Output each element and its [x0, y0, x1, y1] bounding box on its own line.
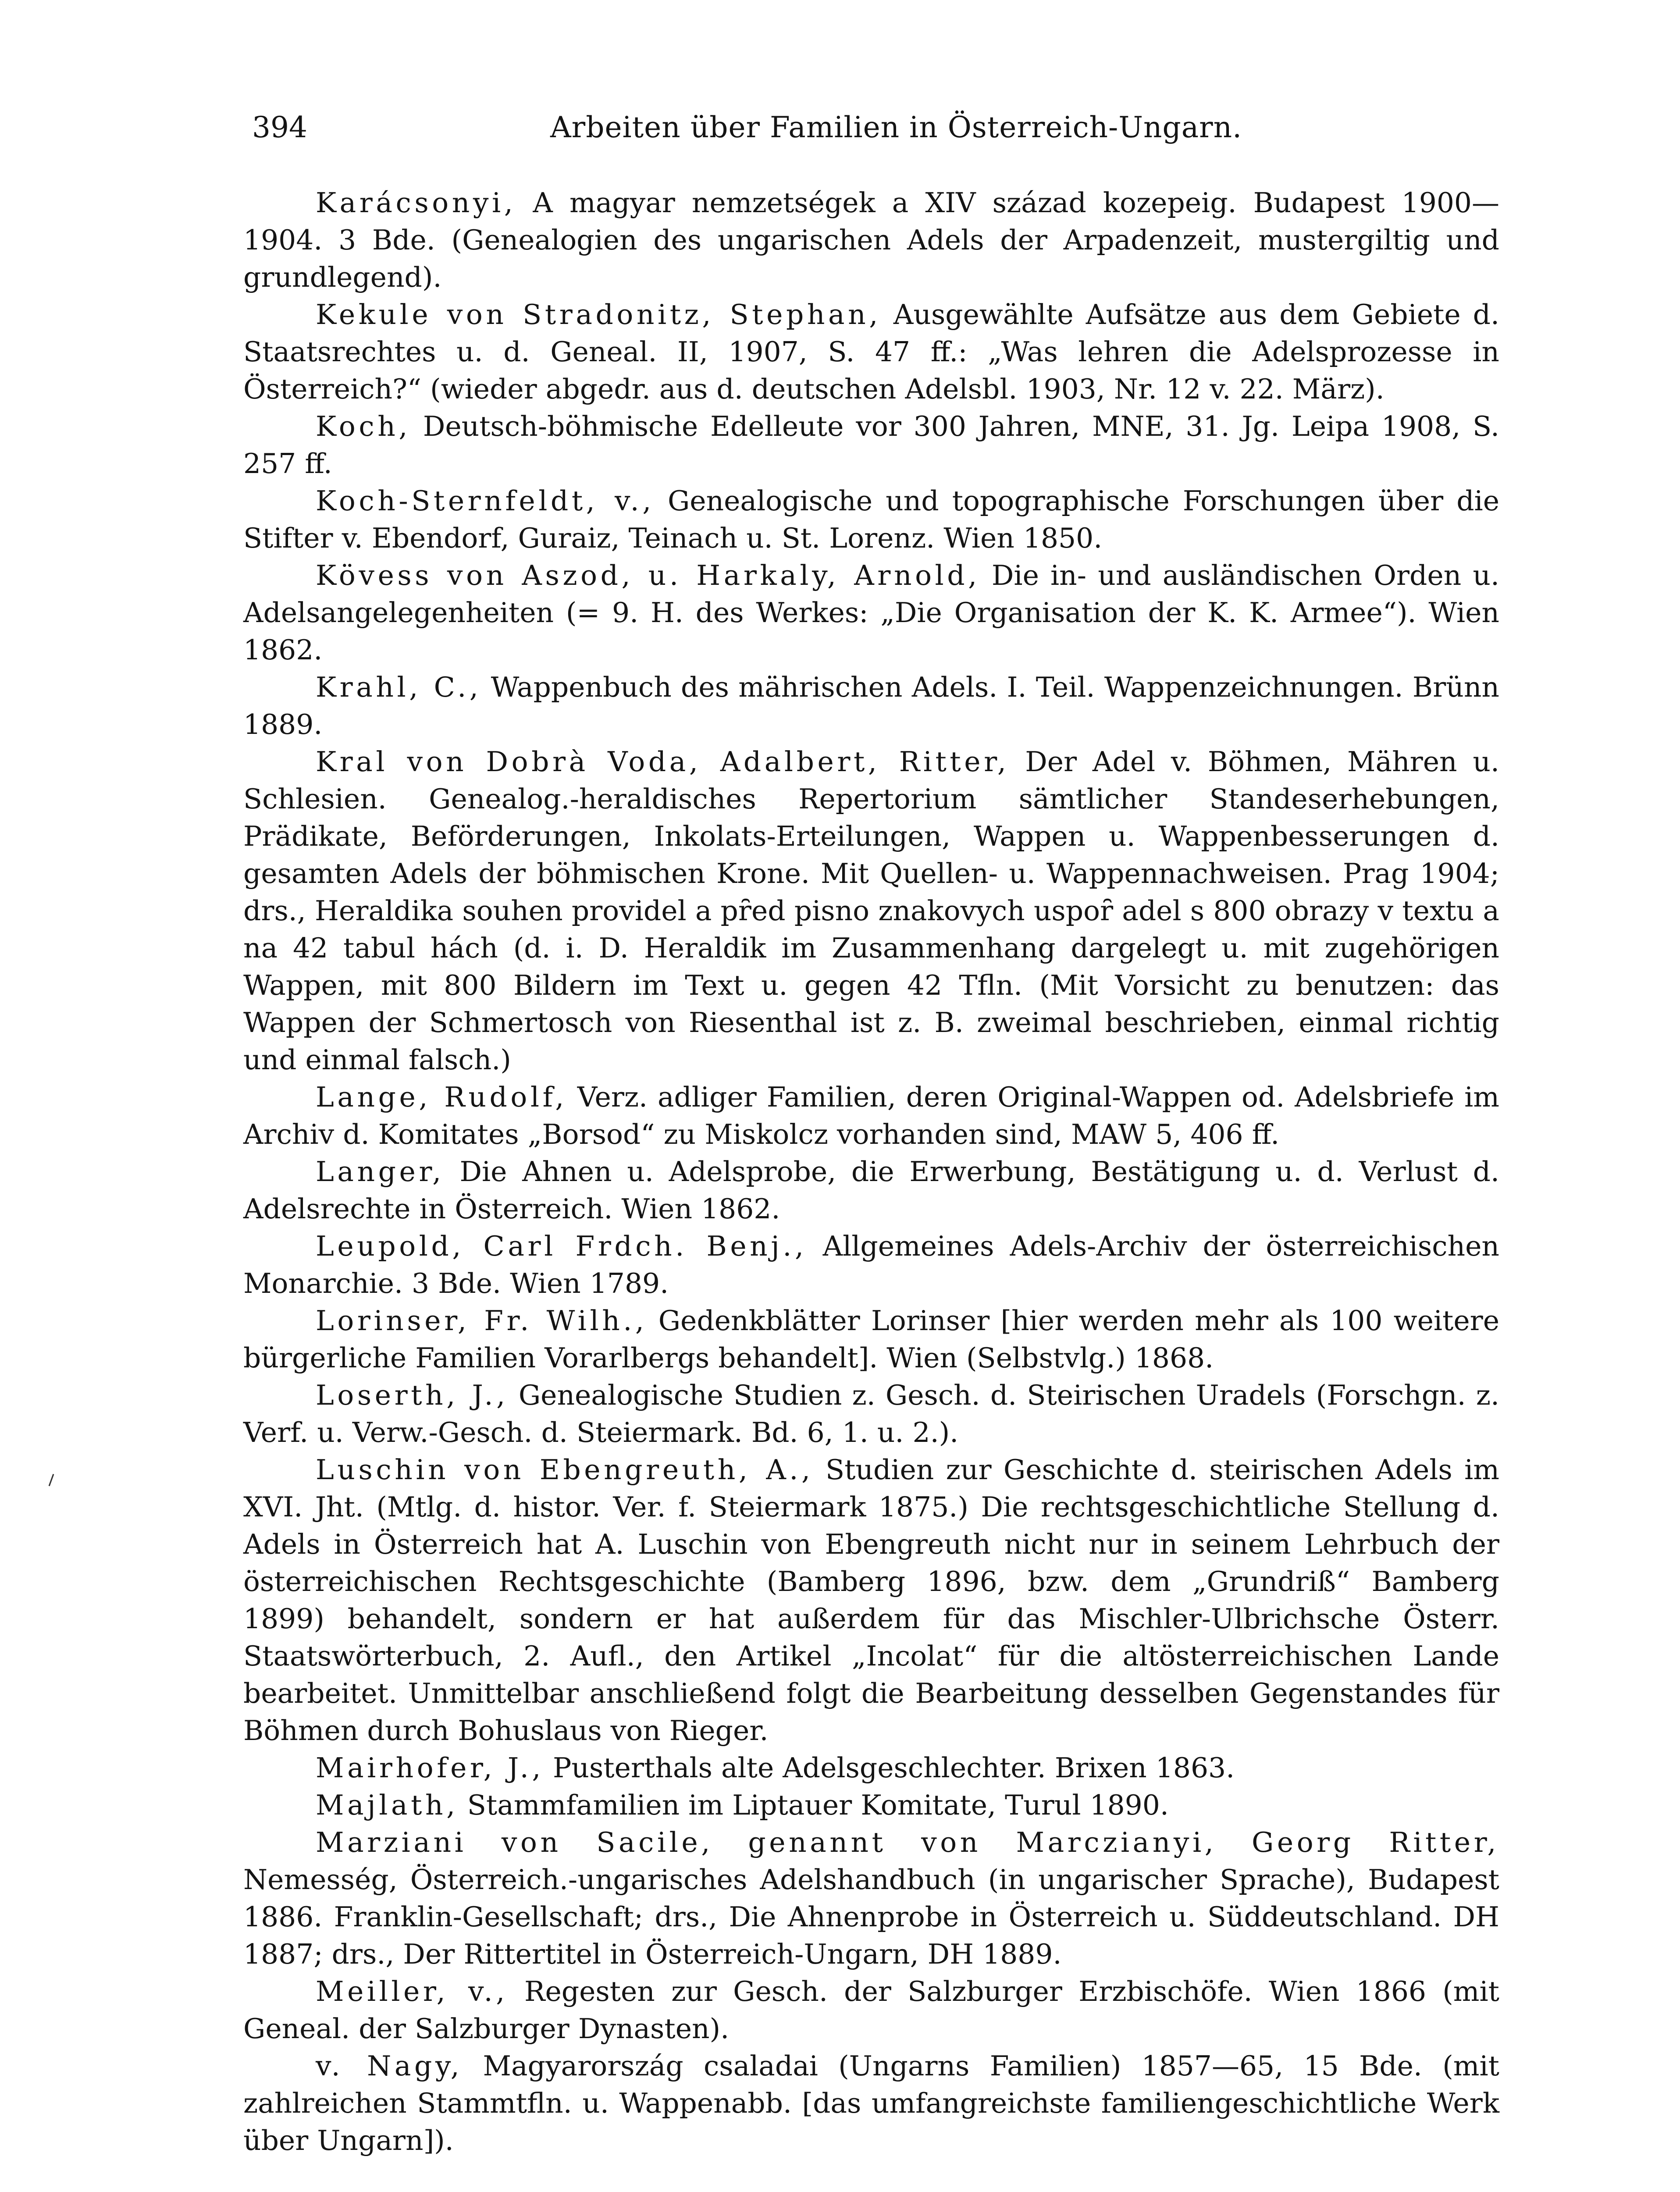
entry-text: Pusterthals alte Adelsgeschlechter. Brixen 1863. — [552, 1752, 1235, 1784]
entry-text: Allgemeines Adels-Archiv der österreichischen Monarchie. 3 Bde. Wien 1789. — [243, 1230, 1499, 1299]
entry-author: Lange, Rudolf, — [316, 1081, 567, 1113]
entry-text: A magyar nemzetségek a XIV század kozepeig. Budapest 1900—1904. 3 Bde. (Genealogien des ungarischen Adels der Arpadenzeit, mustergiltig und grundlegend). — [243, 187, 1500, 293]
bibliography-entry — [243, 1824, 1499, 1973]
entry-text: Magyarország csaladai (Ungarns Familien) 1857—65, 15 Bde. (mit zahlreichen Stammtfln. u. Wappenabb. [das umfangreichste familiengeschichtliche Werk über Ungarn]). — [243, 2050, 1500, 2156]
bibliography-entries — [243, 184, 1499, 2159]
entry-author: Lorinser, Fr. Wilh., — [316, 1305, 648, 1337]
bibliography-entry — [243, 408, 1499, 482]
bibliography-entry — [243, 296, 1499, 408]
bibliography-entry — [243, 1377, 1499, 1451]
entry-text: Genealogische Studien z. Gesch. d. Steirischen Uradels (Forschgn. z. Verf. u. Verw.-Gesch. d. Steiermark. Bd. 6, 1. u. 2.). — [243, 1379, 1500, 1448]
bibliography-entry — [243, 2047, 1499, 2159]
bibliography-entry — [243, 1973, 1499, 2047]
bibliography-entry — [243, 1786, 1499, 1824]
entry-author: Majlath, — [316, 1789, 459, 1821]
entry-text: Wappenbuch des mährischen Adels. I. Teil. Wappenzeichnungen. Brünn 1889. — [243, 671, 1499, 740]
entry-author: Krahl, C., — [316, 671, 482, 703]
entry-author: Kövess von Aszod, u. Harkaly, Arnold, — [316, 559, 980, 591]
bibliography-entry — [243, 1078, 1499, 1153]
bibliography-entry — [243, 743, 1499, 1078]
margin-pencil-mark: ⸝ — [36, 1458, 61, 1491]
entry-text: Genealogische und topographische Forschungen über die Stifter v. Ebendorf, Guraiz, Teinach u. St. Lorenz. Wien 1850. — [243, 485, 1499, 554]
bibliography-entry — [243, 482, 1499, 557]
entry-author: Koch-Sternfeldt, v., — [316, 485, 655, 517]
entry-text: Regesten zur Gesch. der Salzburger Erzbischöfe. Wien 1866 (mit Geneal. der Salzburger Dynasten). — [243, 1975, 1499, 2045]
bibliography-entry — [243, 1228, 1499, 1302]
bibliography-entry — [243, 1302, 1499, 1377]
entry-author: Marziani von Sacile, genannt von Marczianyi, Georg Ritter, — [316, 1826, 1499, 1858]
entry-text: Der Adel v. Böhmen, Mähren u. Schlesien. Genealog.-heraldisches Repertorium sämtlicher Standeserhebungen, Prädikate, Beförderungen, Inkolats-Erteilungen, Wappen u. Wappenbesserungen d. gesamten Adels der böhmischen Krone. Mit Quellen- u. Wappennachweisen. Prag 1904; drs., Heraldika souhen providel a pȓed pisno znakovych uspoȓ adel s 800 obrazy v textu a na 42 tabul hách (d. i. D. Heraldik im Zusammenhang dargelegt u. mit zugehörigen Wappen, mit 800 Bildern im Text u. gegen 42 Tfln. (Mit Vorsicht zu benutzen: das Wappen der Schmertosch von Riesenthal ist z. B. zweimal beschrieben, einmal richtig und einmal falsch.) — [243, 746, 1500, 1076]
entry-author: Karácsonyi, — [316, 187, 516, 219]
entry-text: Studien zur Geschichte d. steirischen Adels im XVI. Jht. (Mtlg. d. histor. Ver. f. Steiermark 1875.) Die rechtsgeschichtliche Stellung d. Adels in Österreich hat A. Luschin von Ebengreuth nicht nur in seinem Lehrbuch der österreichischen Rechtsgeschichte (Bamberg 1896, bzw. dem „Grundriß“ Bamberg 1899) behandelt, sondern er hat außerdem für das Mischler-Ulbrichsche Österr. Staatswörterbuch, 2. Aufl., den Artikel „Incolat“ für die altösterreichischen Lande bearbeitet. Unmittelbar anschließend folgt die Bearbeitung desselben Gegenstandes für Böhmen durch Bohuslaus von Rieger. — [243, 1454, 1499, 1747]
running-title: Arbeiten über Familien in Österreich-Ungarn. — [550, 110, 1242, 144]
bibliography-entry — [243, 1749, 1499, 1786]
book-page — [243, 105, 1499, 2159]
entry-author: v. Nagy, — [316, 2050, 463, 2082]
entry-author: Koch, — [316, 410, 411, 442]
bibliography-entry — [243, 1451, 1499, 1749]
entry-author: Leupold, Carl Frdch. Benj., — [316, 1230, 807, 1262]
entry-author: Mairhofer, J., — [316, 1752, 544, 1784]
entry-author: Luschin von Ebengreuth, A., — [316, 1454, 814, 1486]
bibliography-entry — [243, 1153, 1499, 1228]
entry-text: Verz. adliger Familien, deren Original-Wappen od. Adelsbriefe im Archiv d. Komitates „Borsod“ zu Miskolcz vorhanden sind, MAW 5, 406 ff. — [243, 1081, 1499, 1150]
bibliography-entry — [243, 669, 1499, 743]
bibliography-entry — [243, 184, 1499, 296]
bibliography-entry — [243, 557, 1499, 669]
page-header — [243, 105, 1499, 153]
entry-author: Langer, — [316, 1156, 445, 1188]
entry-author: Kekule von Stradonitz, Stephan, — [316, 299, 881, 331]
entry-author: Meiller, v., — [316, 1975, 508, 2007]
entry-text: Stammfamilien im Liptauer Komitate, Turul 1890. — [467, 1789, 1169, 1821]
entry-text: Gedenkblätter Lorinser [hier werden mehr als 100 weitere bürgerliche Familien Vorarlbergs behandelt]. Wien (Selbstvlg.) 1868. — [243, 1305, 1500, 1374]
entry-author: Loserth, J., — [316, 1379, 509, 1411]
entry-text: Ausgewählte Aufsätze aus dem Gebiete d. Staatsrechtes u. d. Geneal. II, 1907, S. 47 ff.: „Was lehren die Adelsprozesse in Österreich?“ (wieder abgedr. aus d. deutschen Adelsbl. 1903, Nr. 12 v. 22. März). — [243, 299, 1499, 405]
entry-text: Die Ahnen u. Adelsprobe, die Erwerbung, Bestätigung u. d. Verlust d. Adelsrechte in Österreich. Wien 1862. — [243, 1156, 1500, 1225]
page-number: 394 — [252, 110, 307, 144]
entry-text: Die in- und ausländischen Orden u. Adelsangelegenheiten (= 9. H. des Werkes: „Die Organisation der K. K. Armee“). Wien 1862. — [243, 559, 1499, 666]
entry-author: Kral von Dobrà Voda, Adalbert, Ritter, — [316, 746, 1010, 778]
entry-text: Nemesség, Österreich.-ungarisches Adelshandbuch (in ungarischer Sprache), Budapest 1886. Franklin-Gesellschaft; drs., Die Ahnenprobe in Österreich u. Süddeutschland. DH 1887; drs., Der Rittertitel in Österreich-Ungarn, DH 1889. — [243, 1864, 1499, 1970]
entry-text: Deutsch-böhmische Edelleute vor 300 Jahren, MNE, 31. Jg. Leipa 1908, S. 257 ff. — [243, 410, 1499, 480]
